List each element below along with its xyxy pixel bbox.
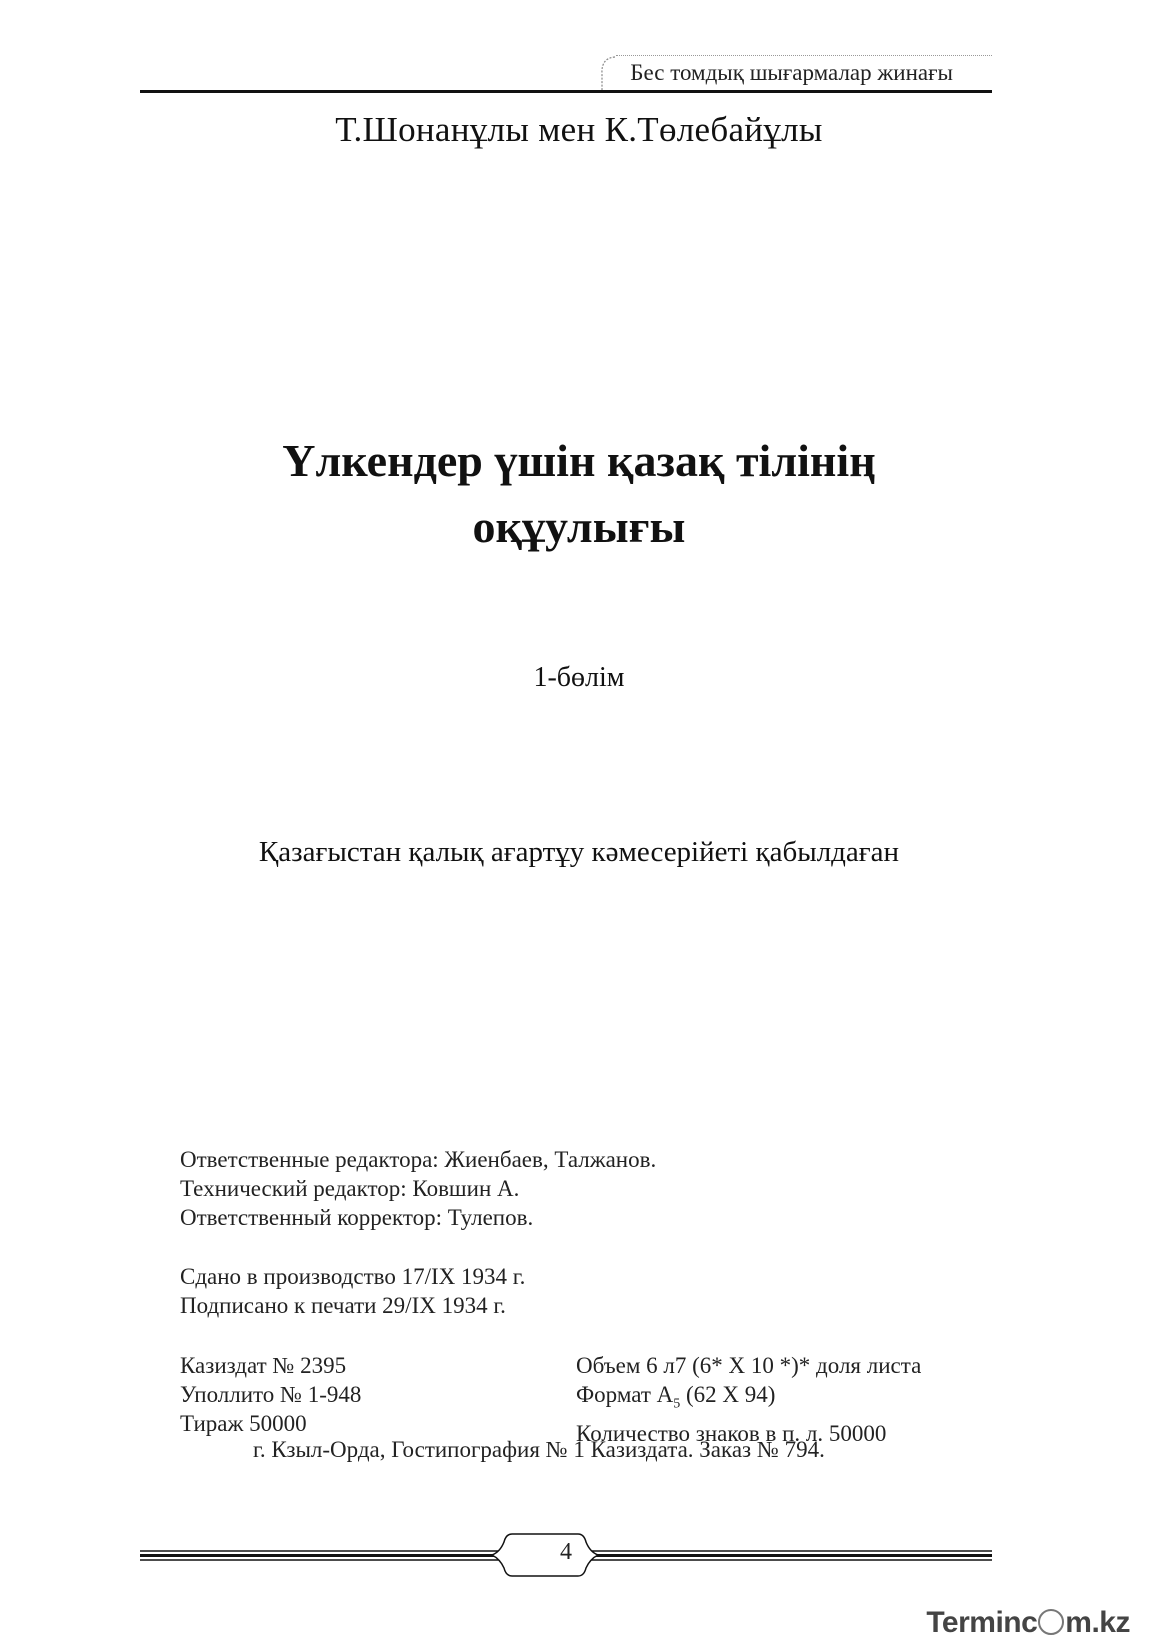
running-header: Бес томдық шығармалар жинағы: [630, 60, 953, 85]
book-title-line-1: Үлкендер үшін қазақ тілінің: [282, 435, 876, 486]
site-watermark: [926, 1606, 1130, 1640]
imprint-chars: Количество знаков в п. л. 50000: [576, 1420, 887, 1446]
imprint-kazizdat: Казиздат № 2395: [180, 1353, 347, 1378]
header-dotted-line: [616, 55, 992, 56]
imprint-tech-editor: Технический редактор: Ковшин А.: [180, 1176, 520, 1201]
imprint-corrector: Ответственный корректор: Тулепов.: [180, 1205, 534, 1230]
imprint-sent-to-production: Сдано в производство 17/IX 1934 г.: [180, 1264, 526, 1289]
imprint-upollito: Уполлито № 1-948: [180, 1382, 362, 1407]
imprint-format-prefix: Формат А: [576, 1382, 674, 1407]
imprint-editors-block: [180, 1145, 656, 1232]
imprint-numbers-right: [576, 1351, 921, 1448]
imprint-numbers-left: [180, 1351, 361, 1438]
imprint-format-suffix: (62 Х 94): [680, 1382, 776, 1407]
imprint-editors: Ответственные редактора: Жиенбаев, Талжанов.: [180, 1147, 657, 1172]
watermark-text-2: m.kz: [1065, 1606, 1130, 1639]
imprint-printer: г. Кзыл-Орда, Гостипография № 1 Казиздата. Заказ № 794.: [253, 1437, 825, 1462]
approval-line: Қазағыстан қалық ағартұу кәмесерійеті қабылдаған: [258, 836, 900, 868]
page-number: 4: [560, 1539, 572, 1565]
authors: Т.Шонанұлы мен К.Төлебайұлы: [335, 110, 823, 149]
book-title: [0, 428, 1158, 560]
book-title-line-2: оқұулығы: [472, 501, 686, 552]
header-rule: [140, 90, 992, 93]
magnifier-icon: [1038, 1609, 1064, 1635]
imprint-tirazh: Тираж 50000: [180, 1411, 307, 1436]
header-corner-ornament: [598, 56, 616, 90]
part-label: 1-бөлім: [533, 662, 625, 693]
imprint-signed-for-print: Подписано к печати 29/IX 1934 г.: [180, 1293, 506, 1318]
imprint-format: [576, 1380, 921, 1419]
imprint-format-subscript: 5: [673, 1396, 681, 1412]
watermark-text-1: Terminc: [926, 1606, 1038, 1639]
imprint-volume: Объем 6 л7 (6* Х 10 *)* доля листа: [576, 1353, 922, 1378]
imprint-dates-block: [180, 1262, 525, 1320]
